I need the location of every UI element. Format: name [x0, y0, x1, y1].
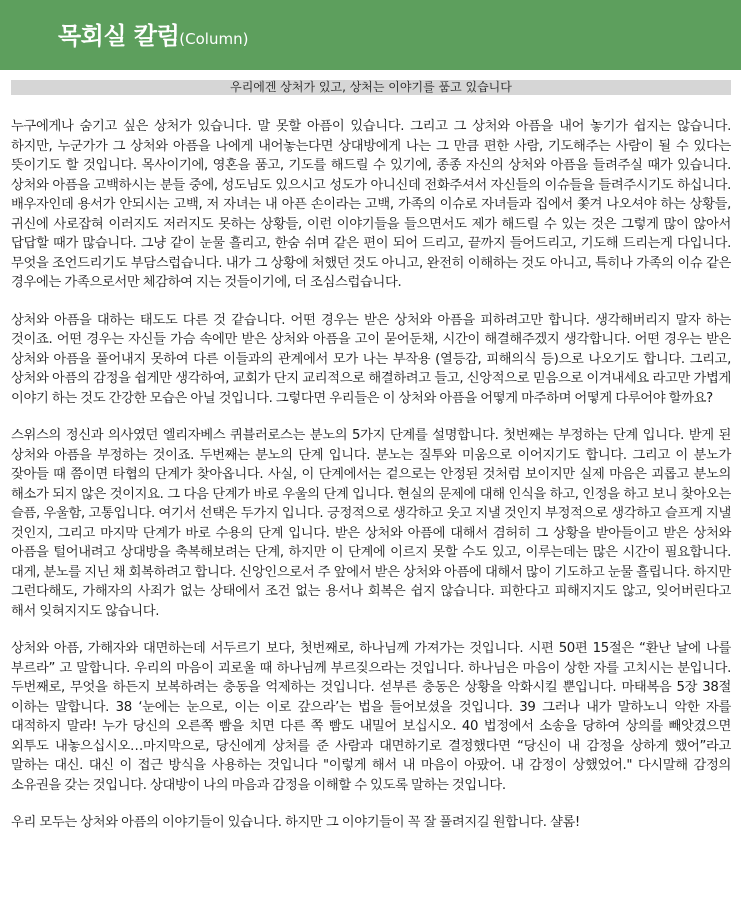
column-header-bar: [0, 0, 741, 70]
article-paragraph-4: 상처와 아픔, 가해자와 대면하는데 서두르기 보다, 첫번째로, 하나님께 가져가는 것입니다. 시편 50편 15절은 “환난 날에 나를 부르라” 고 말합니다. 우리의 마음이 괴로울 때 하나님께 부르짖으라는 것입니다. 하나님은 마음이 상한 자를 고치시는 분입니다. 두번째로, 무엇을 하든지 보복하려는 충동을 억제하는 것입니다. 섣부른 충동은 상황을 악화시킬 뿐입니다. 마태복음 5장 38절 이하는 말합니다. 38 ‘눈에는 눈으로, 이는 이로 갚으라’는 법을 들어보셨을 것입니다. 39 그러나 내가 말하노니 악한 자를 대적하지 말라! 누가 당신의 오른쪽 빰을 치면 다른 쪽 빰도 내밀어 보십시오. 40 법정에서 소송을 당하여 상의를 빼앗겼으면 외투도 내놓으십시오…마지막으로, 당신에게 상처를 준 사람과 대면하기로 결정했다면 “당신이 내 감정을 상하게 했어”라고 말하는 대신. 대신 이 접근 방식을 사용하는 것입니다 "이렇게 해서 내 마음이 아팠어. 내 감정이 상했었어." 다시말해 감정의 소유권을 갖는 것입니다. 상대방이 나의 마음과 감정을 이해할 수 있도록 말하는 것입니다.: [11, 641, 731, 793]
article-paragraph-1: 누구에게나 숨기고 싶은 상처가 있습니다. 말 못할 아픔이 있습니다. 그리고 그 상처와 아픔을 내어 놓기가 쉽지는 않습니다. 하지만, 누군가가 그 상처와 아픔을 나에게 내어놓는다면 상대방에게 나는 그 만큼 편한 사람, 기도해주는 사람이 될 수 있다는 뜻이기도 할 것입니다. 목사이기에, 영혼을 품고, 기도를 해드릴 수 있기에, 종종 자신의 상처와 아픔을 들려주실 때가 있습니다. 상처와 아픔을 고백하시는 분들 중에, 성도님도 있으시고 성도가 아니신데 전화주셔서 자신들의 이슈들을 들려주시기도 하십니다. 배우자인데 용서가 안되시는 고백, 저 자녀는 내 아픈 손이라는 고백, 가족의 이슈로 자녀들과 집에서 쫓겨 나오셔야 하는 상황들, 귀신에 사로잡혀 이러지도 저러지도 못하는 상황들, 이런 이야기들을 들으면서도 제가 해드릴 수 있는 것은 그렇게 많이 않아서 답답할 때가 많습니다. 그냥 같이 눈물 흘리고, 한숨 쉬며 같은 편이 되어 드리고, 끝까지 들어드리고, 기도해 드리는게 다입니다. 무엇을 조언드리기도 부담스럽습니다. 내가 그 상황에 처했던 것도 아니고, 완전히 이해하는 것도 아니고, 특히나 가족의 이슈 같은 경우에는 가족으로서만 체감하여 지는 것들이기에, 더 조심스럽습니다.: [11, 119, 731, 290]
article-paragraph-5: 우리 모두는 상처와 아픔의 이야기들이 있습니다. 하지만 그 이야기들이 꼭 잘 풀려지길 원합니다. 샬롬!: [11, 815, 580, 830]
column-title-text: 목회실 칼럼: [58, 22, 180, 50]
article-paragraph-3: 스위스의 정신과 의사였던 엘리자베스 퀴블러로스는 분노의 5가지 단계를 설명합니다. 첫번째는 부정하는 단계 입니다. 받게 된 상처와 아픔을 부정하는 것이죠. 두번째는 분노의 단계 입니다. 분노는 질투와 미움으로 이어지기도 합니다. 그리고 이 분노가 잦아들 때 쯤이면 타협의 단계가 찾아옵니다. 사실, 이 단계에서는 겉으로는 안정된 것처럼 보이지만 실제 마음은 괴롭고 분노의 해소가 되지 않은 것이지요. 그 다음 단계가 바로 우울의 단계 입니다. 현실의 문제에 대해 인식을 하고, 인정을 하고 보니 찾아오는 슬픔, 우울함, 고통입니다. 여기서 선택은 두가지 입니다. 긍정적으로 생각하고 웃고 지낼 것인지 부정적으로 생각하고 슬프게 지낼 것인지, 그리고 마지막 단계가 바로 수용의 단계 입니다. 받은 상처와 아픔에 대해서 겸허히 그 상황을 받아들이고 받은 상처와 아픔을 털어내려고 상대방을 축복해보려는 단계, 하지만 이 단계에 이르지 못할 수도 있고, 이루는데는 많은 시간이 필요합니다. 대게, 분노를 지닌 채 회복하려고 합니다. 신앙인으로서 주 앞에서 받은 상처와 아픔에 대해서 많이 기도하고 눈물 흘립니다. 하지만 그런다해도, 가해자의 사죄가 없는 상태에서 조건 없는 용서나 회복은 쉽지 않습니다. 피한다고 피해지지도 않고, 잊어버린다고 해서 잊혀지지도 않습니다.: [11, 428, 731, 619]
column-title: [58, 22, 248, 53]
article-body: [11, 117, 731, 851]
article-paragraph-2: 상처와 아픔을 대하는 태도도 다른 것 같습니다. 어떤 경우는 받은 상처와 아픔을 피하려고만 합니다. 생각해버리지 말자 하는 것이죠. 어떤 경우는 자신들 가슴 속에만 받은 상처와 아픔을 고이 묻어둔채, 시간이 해결해주겠지 생각합니다. 어떤 경우는 받은 상처와 아픔을 풀어내지 못하여 다른 이들과의 관계에서 모가 나는 부작용 (열등감, 피해의식 등)으로 나오기도 합니다. 그리고, 상처와 아픔의 감정을 쉽게만 생각하여, 교회가 단지 교리적으로 해결하려고 들고, 신앙적으로 믿음으로 이겨내세요 라고만 가볍게 이야기 하는 것도 간강한 모습은 아닐 것입니다. 그렇다면 우리들은 이 상처와 아픔을 어떻게 마주하며 어떻게 다루어야 할까요?: [11, 312, 731, 406]
column-title-sub: (Column): [179, 30, 249, 48]
article-subtitle: 우리에겐 상처가 있고, 상처는 이야기를 품고 있습니다: [230, 80, 512, 94]
